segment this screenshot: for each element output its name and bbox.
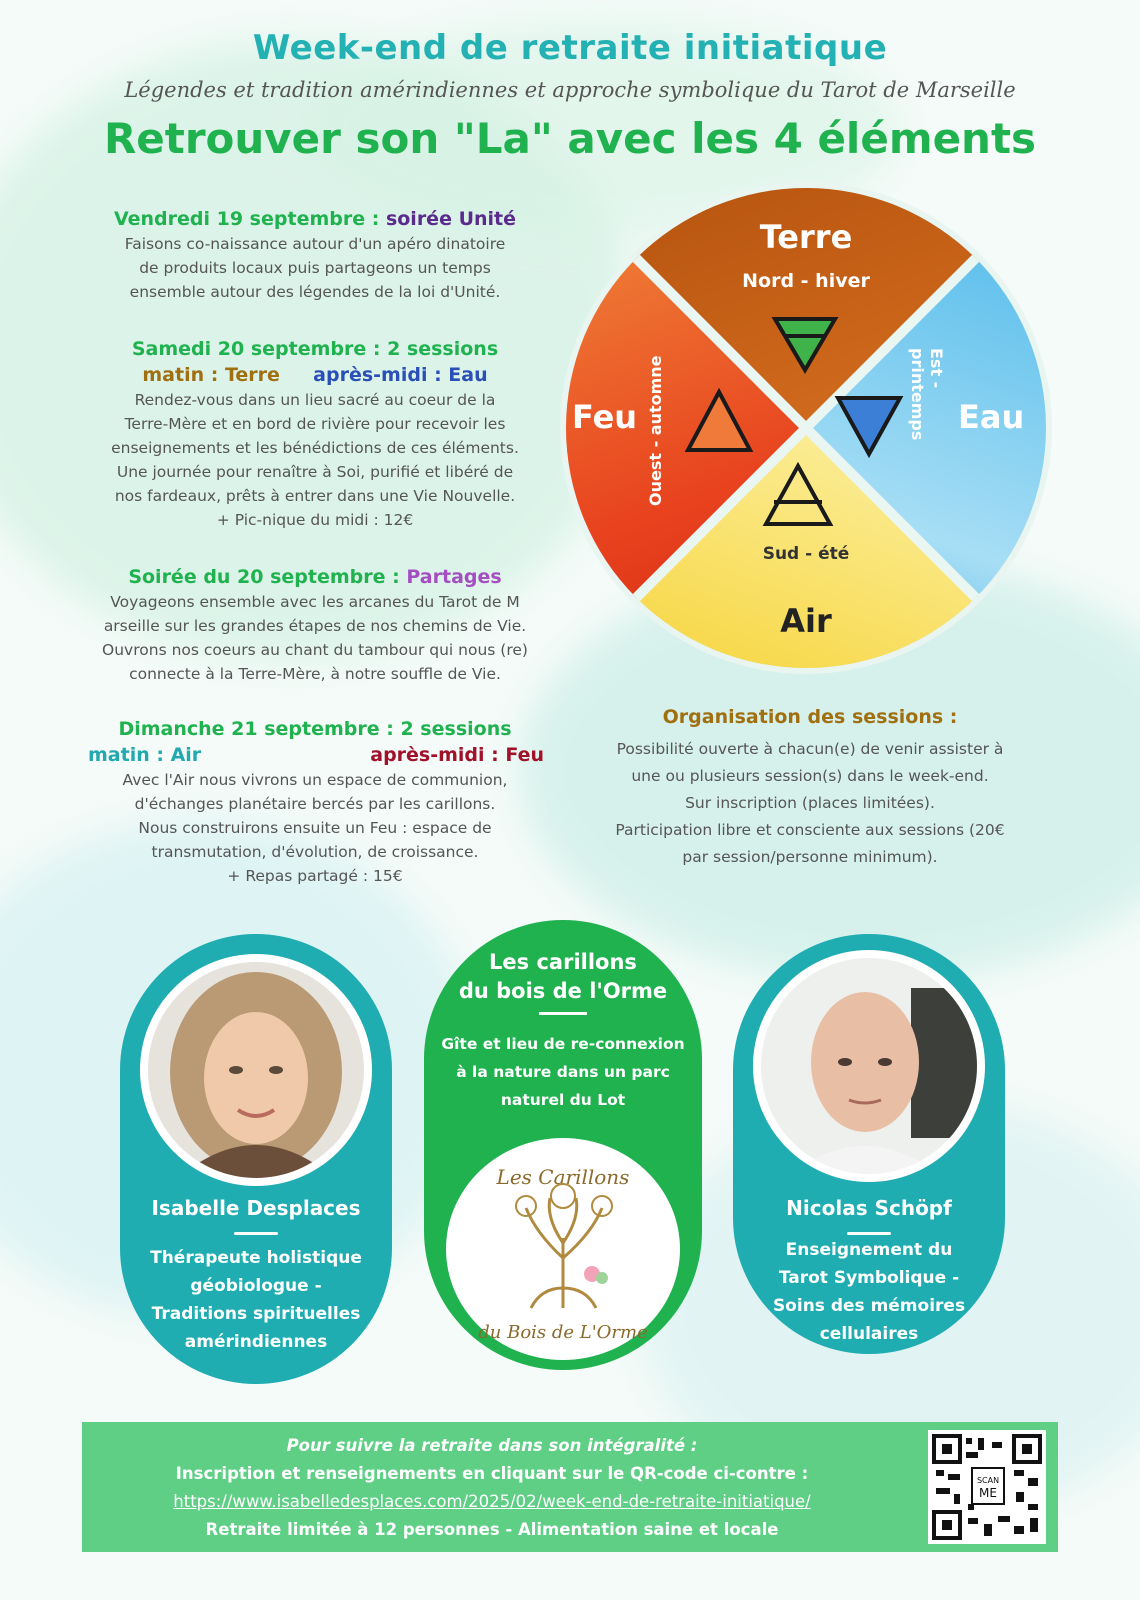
presenter-name: Isabelle Desplaces — [151, 1196, 361, 1220]
wheel-label-earth: Terre — [759, 218, 853, 256]
day-description — [80, 388, 550, 532]
wheel-sub-air: Sud - été — [762, 544, 850, 564]
qr-scan-label: SCAN — [976, 1476, 1000, 1485]
text-line: naturel du Lot — [500, 1091, 626, 1109]
text-line: Faisons co-naissance autour d'un apéro dinatoire — [124, 235, 506, 253]
venue-logo — [446, 1138, 680, 1360]
text-line: Soins des mémoires — [772, 1296, 966, 1316]
logo-text-top: Les Carillons — [496, 1165, 630, 1189]
fire-symbol-icon — [684, 388, 754, 454]
text-line: du bois de l'Orme — [458, 979, 668, 1003]
portrait-image — [148, 962, 364, 1178]
day-heading: Dimanche 21 septembre : 2 sessions — [118, 718, 512, 740]
day-description — [80, 768, 550, 888]
text-line: Traditions spirituelles — [151, 1304, 361, 1324]
day-date: Vendredi 19 septembre : — [113, 208, 386, 230]
session-morning: matin : Air — [88, 744, 202, 766]
session-afternoon: après-midi : Eau — [313, 364, 488, 386]
text-line: ensemble autour des légendes de la loi d'Unité. — [129, 283, 501, 301]
page-title: Week-end de retraite initiatique — [252, 28, 888, 68]
presenter-name: Nicolas Schöpf — [786, 1196, 952, 1220]
text-line: Une journée pour renaître à Soi, purifié et libéré de — [116, 463, 514, 481]
wheel-sub-water: Est - printemps — [908, 348, 946, 441]
logo-text-bottom: du Bois de L'Orme — [478, 1322, 648, 1343]
page-header — [0, 28, 1140, 163]
qr-code-icon — [932, 1434, 1042, 1540]
text-line: de produits locaux puis partageons un temps — [139, 259, 491, 277]
banner-intro: Pour suivre la retraite dans son intégralité : — [286, 1436, 698, 1455]
earth-symbol-icon — [770, 314, 840, 374]
day-description — [80, 232, 550, 304]
session-afternoon: après-midi : Feu — [370, 744, 544, 766]
water-symbol-icon — [834, 394, 904, 458]
organisation-title: Organisation des sessions : — [662, 706, 958, 728]
text-line: nos fardeaux, prêts à entrer dans une Vie Nouvelle. — [114, 487, 516, 505]
session-morning: matin : Terre — [142, 364, 280, 386]
text-line: Thérapeute holistique — [150, 1248, 362, 1268]
wheel-sub-fire: Ouest - automne — [646, 355, 665, 506]
presenter-photo — [753, 950, 985, 1182]
wheel-circle — [566, 188, 1046, 668]
text-line: Avec l'Air nous vivrons un espace de communion, — [122, 771, 508, 789]
registration-banner — [82, 1422, 1058, 1552]
text-line: Sur inscription (places limitées). — [685, 794, 935, 812]
text-line: Rendez-vous dans un lieu sacré au coeur de la — [134, 391, 496, 409]
text-line: Participation libre et consciente aux sessions (20€ — [615, 821, 1005, 839]
elements-wheel — [566, 188, 1046, 668]
venue-card — [424, 920, 702, 1370]
text-line: arseille sur les grandes étapes de nos chemins de Vie. — [103, 617, 527, 635]
day-friday — [80, 206, 550, 304]
organisation-text — [580, 736, 1040, 871]
presenter-role — [130, 1244, 382, 1356]
qr-me-label: ME — [979, 1486, 997, 1500]
presenter-photo — [140, 954, 372, 1186]
text-line: Voyageons ensemble avec les arcanes du Tarot de M — [110, 593, 520, 611]
text-line: à la nature dans un parc — [456, 1063, 670, 1081]
divider — [847, 1232, 891, 1235]
presenter-card-nicolas — [733, 934, 1005, 1354]
text-line: d'échanges planétaire bercés par les carillons. — [134, 795, 496, 813]
wheel-sub-earth: Nord - hiver — [742, 270, 870, 292]
air-symbol-icon — [762, 462, 834, 528]
text-line: + Pic-nique du midi : 12€ — [216, 511, 414, 529]
text-line: Ouvrons nos coeurs au chant du tambour qui nous (re) — [102, 641, 528, 659]
text-line: une ou plusieurs session(s) dans le week-end. — [631, 767, 989, 785]
text-line: Tarot Symbolique - — [778, 1268, 960, 1288]
registration-link[interactable]: https://www.isabelledesplaces.com/2025/02/week-end-de-retraite-initiatique/ — [173, 1492, 811, 1511]
text-line: Les carillons — [489, 950, 637, 974]
text-line: connecte à la Terre-Mère, à notre souffle de Vie. — [129, 665, 501, 683]
divider — [234, 1232, 278, 1235]
divider — [539, 1012, 587, 1015]
text-line: Enseignement du — [785, 1240, 953, 1260]
wheel-label-fire: Feu — [572, 398, 638, 436]
text-line: Terre-Mère et en bord de rivière pour recevoir les — [124, 415, 506, 433]
presenter-card-isabelle — [120, 934, 392, 1384]
day-date: Soirée du 20 septembre : — [128, 566, 407, 588]
text-line: amérindiennes — [184, 1332, 328, 1352]
text-line: + Repas partagé : 15€ — [227, 867, 403, 885]
day-heading — [80, 206, 550, 232]
wheel-label-water: Eau — [958, 398, 1025, 436]
day-heading: Samedi 20 septembre : 2 sessions — [131, 338, 499, 360]
text-line: cellulaires — [819, 1324, 919, 1344]
day-sunday — [80, 716, 550, 888]
wheel-label-air: Air — [780, 602, 832, 640]
day-theme: Partages — [406, 566, 502, 588]
text-line: transmutation, d'évolution, de croissance. — [151, 843, 479, 861]
sessions-line — [80, 742, 550, 768]
venue-description — [438, 1030, 688, 1114]
text-line: Gîte et lieu de re-connexion — [441, 1035, 685, 1053]
text-line: Nous construirons ensuite un Feu : espace de — [138, 819, 492, 837]
day-saturday — [80, 336, 550, 532]
page-subtitle: Légendes et tradition amérindiennes et approche symbolique du Tarot de Marseille — [124, 78, 1016, 102]
presenter-role — [743, 1236, 995, 1348]
sessions-line — [80, 362, 550, 388]
text-line: Possibilité ouverte à chacun(e) de venir assister à — [616, 740, 1004, 758]
day-description — [80, 590, 550, 686]
day-theme: soirée Unité — [385, 208, 517, 230]
banner-note: Retraite limitée à 12 personnes - Alimentation saine et locale — [205, 1520, 779, 1539]
day-saturday-evening — [80, 564, 550, 686]
text-line: enseignements et les bénédictions de ces éléments. — [111, 439, 519, 457]
venue-title — [424, 948, 702, 1006]
banner-instructions: Inscription et renseignements en cliquant sur le QR-code ci-contre : — [175, 1464, 809, 1483]
text-line: géobiologue - — [190, 1276, 322, 1296]
text-line: par session/personne minimum). — [682, 848, 938, 866]
day-heading — [80, 564, 550, 590]
organisation-section — [580, 704, 1040, 871]
portrait-image — [761, 958, 977, 1174]
qr-code[interactable] — [928, 1430, 1046, 1544]
tree-logo-icon — [446, 1138, 680, 1360]
page-headline: Retrouver son "La" avec les 4 éléments — [103, 114, 1037, 163]
